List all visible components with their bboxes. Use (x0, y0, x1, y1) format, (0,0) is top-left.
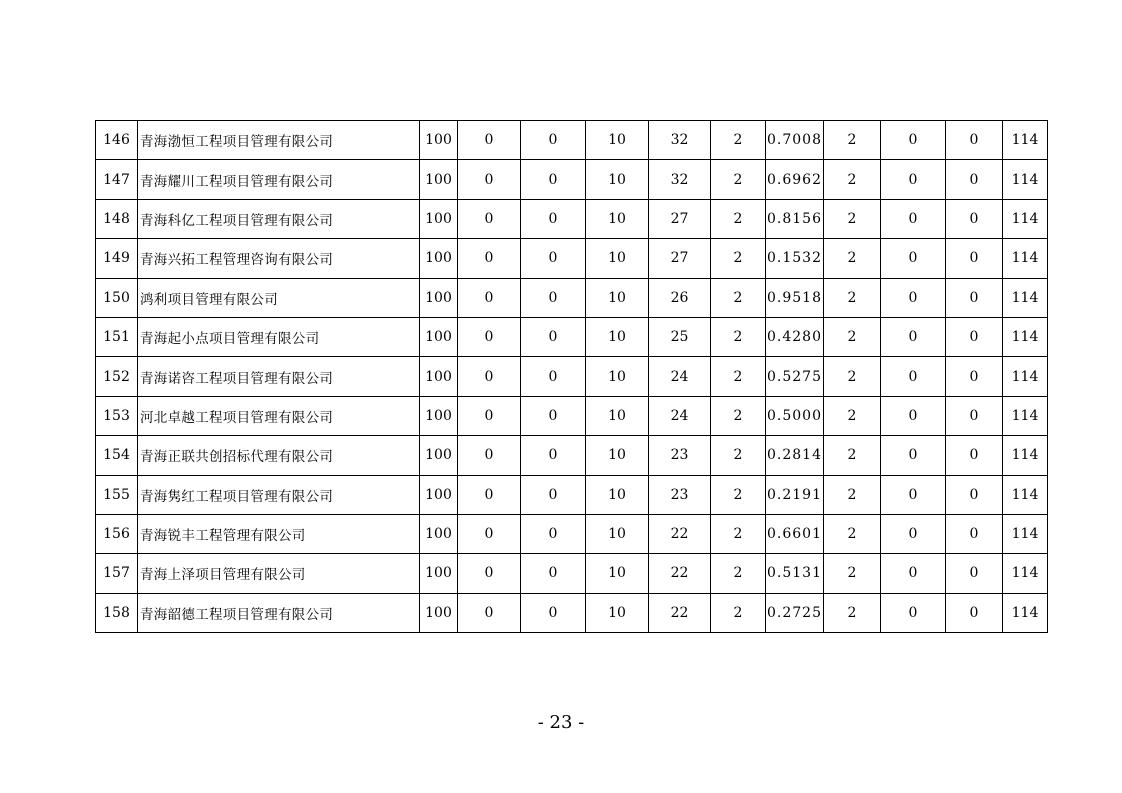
score-cell-c8: 2 (824, 475, 881, 514)
ratio-cell: 0.1532 (766, 239, 824, 278)
total-score-cell: 114 (1003, 121, 1048, 160)
score-cell-c9: 0 (881, 199, 946, 238)
score-cell-c9: 0 (881, 278, 946, 317)
ratio-cell: 0.5275 (766, 357, 824, 396)
score-table (95, 120, 1048, 633)
score-cell-c9: 0 (881, 475, 946, 514)
score-cell-c2: 0 (458, 160, 521, 199)
total-score-cell: 114 (1003, 199, 1048, 238)
score-cell-c6: 2 (711, 514, 766, 553)
score-cell-c8: 2 (824, 436, 881, 475)
ratio-cell: 0.2191 (766, 475, 824, 514)
company-name-cell: 青海韶德工程项目管理有限公司 (138, 593, 420, 632)
table-row (96, 160, 1048, 199)
company-name-cell: 青海锐丰工程管理有限公司 (138, 514, 420, 553)
score-cell-c3: 0 (521, 239, 586, 278)
table-row (96, 278, 1048, 317)
score-cell-c10: 0 (946, 357, 1003, 396)
company-name-cell: 青海起小点项目管理有限公司 (138, 317, 420, 356)
total-score-cell: 114 (1003, 317, 1048, 356)
score-cell-c3: 0 (521, 396, 586, 435)
score-cell-c10: 0 (946, 199, 1003, 238)
score-cell-c5: 27 (649, 239, 711, 278)
score-cell-c5: 23 (649, 475, 711, 514)
row-number-cell: 154 (96, 436, 138, 475)
total-score-cell: 114 (1003, 357, 1048, 396)
row-number-cell: 148 (96, 199, 138, 238)
score-cell-c6: 2 (711, 475, 766, 514)
row-number-cell: 157 (96, 554, 138, 593)
row-number-cell: 147 (96, 160, 138, 199)
score-cell-c1: 100 (420, 475, 458, 514)
score-cell-c2: 0 (458, 554, 521, 593)
table-row (96, 121, 1048, 160)
score-cell-c2: 0 (458, 317, 521, 356)
company-name-cell: 青海隽红工程项目管理有限公司 (138, 475, 420, 514)
score-cell-c1: 100 (420, 278, 458, 317)
score-cell-c9: 0 (881, 239, 946, 278)
company-name-cell: 青海渤恒工程项目管理有限公司 (138, 121, 420, 160)
total-score-cell: 114 (1003, 593, 1048, 632)
score-cell-c4: 10 (586, 199, 649, 238)
ratio-cell: 0.8156 (766, 199, 824, 238)
row-number-cell: 151 (96, 317, 138, 356)
total-score-cell: 114 (1003, 475, 1048, 514)
table-row (96, 239, 1048, 278)
score-cell-c5: 24 (649, 396, 711, 435)
score-cell-c4: 10 (586, 554, 649, 593)
score-cell-c1: 100 (420, 199, 458, 238)
score-cell-c3: 0 (521, 160, 586, 199)
total-score-cell: 114 (1003, 436, 1048, 475)
score-cell-c4: 10 (586, 475, 649, 514)
score-cell-c8: 2 (824, 199, 881, 238)
company-name-cell: 青海耀川工程项目管理有限公司 (138, 160, 420, 199)
score-cell-c4: 10 (586, 160, 649, 199)
score-cell-c10: 0 (946, 475, 1003, 514)
score-cell-c3: 0 (521, 436, 586, 475)
table-body (96, 121, 1048, 633)
score-cell-c8: 2 (824, 121, 881, 160)
ratio-cell: 0.5000 (766, 396, 824, 435)
score-cell-c4: 10 (586, 436, 649, 475)
ratio-cell: 0.6962 (766, 160, 824, 199)
row-number-cell: 146 (96, 121, 138, 160)
score-cell-c8: 2 (824, 396, 881, 435)
total-score-cell: 114 (1003, 554, 1048, 593)
table-row (96, 475, 1048, 514)
score-cell-c10: 0 (946, 436, 1003, 475)
row-number-cell: 153 (96, 396, 138, 435)
score-cell-c3: 0 (521, 514, 586, 553)
ratio-cell: 0.9518 (766, 278, 824, 317)
score-cell-c6: 2 (711, 160, 766, 199)
score-cell-c5: 26 (649, 278, 711, 317)
total-score-cell: 114 (1003, 239, 1048, 278)
score-cell-c2: 0 (458, 514, 521, 553)
score-cell-c3: 0 (521, 317, 586, 356)
row-number-cell: 158 (96, 593, 138, 632)
score-cell-c6: 2 (711, 317, 766, 356)
score-cell-c6: 2 (711, 554, 766, 593)
score-cell-c10: 0 (946, 278, 1003, 317)
score-cell-c6: 2 (711, 593, 766, 632)
score-cell-c2: 0 (458, 121, 521, 160)
row-number-cell: 150 (96, 278, 138, 317)
company-name-cell: 青海科亿工程项目管理有限公司 (138, 199, 420, 238)
score-cell-c3: 0 (521, 199, 586, 238)
table-row (96, 436, 1048, 475)
score-cell-c10: 0 (946, 239, 1003, 278)
ratio-cell: 0.2814 (766, 436, 824, 475)
score-cell-c9: 0 (881, 317, 946, 356)
total-score-cell: 114 (1003, 396, 1048, 435)
score-cell-c9: 0 (881, 514, 946, 553)
score-cell-c9: 0 (881, 593, 946, 632)
score-cell-c1: 100 (420, 554, 458, 593)
company-name-cell: 鸿利项目管理有限公司 (138, 278, 420, 317)
table-row (96, 199, 1048, 238)
score-cell-c6: 2 (711, 278, 766, 317)
score-cell-c6: 2 (711, 436, 766, 475)
score-cell-c3: 0 (521, 278, 586, 317)
company-name-cell: 河北卓越工程项目管理有限公司 (138, 396, 420, 435)
score-cell-c8: 2 (824, 514, 881, 553)
score-cell-c1: 100 (420, 593, 458, 632)
score-cell-c4: 10 (586, 121, 649, 160)
score-cell-c4: 10 (586, 357, 649, 396)
score-cell-c6: 2 (711, 121, 766, 160)
ratio-cell: 0.5131 (766, 554, 824, 593)
score-cell-c10: 0 (946, 160, 1003, 199)
score-cell-c9: 0 (881, 436, 946, 475)
score-cell-c4: 10 (586, 514, 649, 553)
ratio-cell: 0.7008 (766, 121, 824, 160)
score-cell-c4: 10 (586, 239, 649, 278)
score-cell-c2: 0 (458, 357, 521, 396)
ratio-cell: 0.4280 (766, 317, 824, 356)
table-row (96, 317, 1048, 356)
score-cell-c6: 2 (711, 396, 766, 435)
score-cell-c5: 22 (649, 514, 711, 553)
score-cell-c1: 100 (420, 514, 458, 553)
score-cell-c2: 0 (458, 199, 521, 238)
ratio-cell: 0.6601 (766, 514, 824, 553)
row-number-cell: 156 (96, 514, 138, 553)
score-cell-c3: 0 (521, 121, 586, 160)
score-cell-c1: 100 (420, 239, 458, 278)
score-cell-c3: 0 (521, 357, 586, 396)
table-row (96, 514, 1048, 553)
score-cell-c1: 100 (420, 396, 458, 435)
score-cell-c9: 0 (881, 396, 946, 435)
score-cell-c8: 2 (824, 593, 881, 632)
score-cell-c10: 0 (946, 593, 1003, 632)
company-name-cell: 青海兴拓工程管理咨询有限公司 (138, 239, 420, 278)
score-cell-c8: 2 (824, 357, 881, 396)
score-cell-c3: 0 (521, 475, 586, 514)
company-name-cell: 青海正联共创招标代理有限公司 (138, 436, 420, 475)
score-cell-c8: 2 (824, 160, 881, 199)
row-number-cell: 155 (96, 475, 138, 514)
score-cell-c10: 0 (946, 514, 1003, 553)
total-score-cell: 114 (1003, 278, 1048, 317)
page-number: - 23 - (537, 712, 585, 733)
score-cell-c3: 0 (521, 593, 586, 632)
score-cell-c6: 2 (711, 239, 766, 278)
score-cell-c1: 100 (420, 317, 458, 356)
score-cell-c2: 0 (458, 593, 521, 632)
score-cell-c1: 100 (420, 160, 458, 199)
score-cell-c4: 10 (586, 593, 649, 632)
score-cell-c6: 2 (711, 199, 766, 238)
table-row (96, 593, 1048, 632)
score-cell-c8: 2 (824, 278, 881, 317)
score-cell-c5: 23 (649, 436, 711, 475)
score-cell-c9: 0 (881, 357, 946, 396)
score-cell-c5: 24 (649, 357, 711, 396)
score-cell-c2: 0 (458, 396, 521, 435)
score-cell-c5: 22 (649, 554, 711, 593)
score-cell-c2: 0 (458, 475, 521, 514)
company-name-cell: 青海上泽项目管理有限公司 (138, 554, 420, 593)
table-row (96, 357, 1048, 396)
score-cell-c8: 2 (824, 317, 881, 356)
score-cell-c9: 0 (881, 554, 946, 593)
score-cell-c4: 10 (586, 317, 649, 356)
score-cell-c5: 32 (649, 160, 711, 199)
score-cell-c5: 25 (649, 317, 711, 356)
score-cell-c2: 0 (458, 278, 521, 317)
score-cell-c1: 100 (420, 121, 458, 160)
score-cell-c10: 0 (946, 317, 1003, 356)
score-cell-c10: 0 (946, 396, 1003, 435)
score-cell-c1: 100 (420, 436, 458, 475)
score-cell-c5: 27 (649, 199, 711, 238)
score-cell-c3: 0 (521, 554, 586, 593)
score-cell-c2: 0 (458, 436, 521, 475)
score-cell-c6: 2 (711, 357, 766, 396)
row-number-cell: 149 (96, 239, 138, 278)
score-cell-c5: 22 (649, 593, 711, 632)
total-score-cell: 114 (1003, 514, 1048, 553)
table-row (96, 554, 1048, 593)
score-cell-c2: 0 (458, 239, 521, 278)
score-cell-c10: 0 (946, 554, 1003, 593)
score-cell-c5: 32 (649, 121, 711, 160)
score-cell-c4: 10 (586, 278, 649, 317)
ratio-cell: 0.2725 (766, 593, 824, 632)
score-cell-c9: 0 (881, 160, 946, 199)
row-number-cell: 152 (96, 357, 138, 396)
score-cell-c9: 0 (881, 121, 946, 160)
score-cell-c1: 100 (420, 357, 458, 396)
score-cell-c10: 0 (946, 121, 1003, 160)
score-cell-c4: 10 (586, 396, 649, 435)
company-name-cell: 青海诺咨工程项目管理有限公司 (138, 357, 420, 396)
score-cell-c8: 2 (824, 239, 881, 278)
total-score-cell: 114 (1003, 160, 1048, 199)
score-cell-c8: 2 (824, 554, 881, 593)
table-row (96, 396, 1048, 435)
